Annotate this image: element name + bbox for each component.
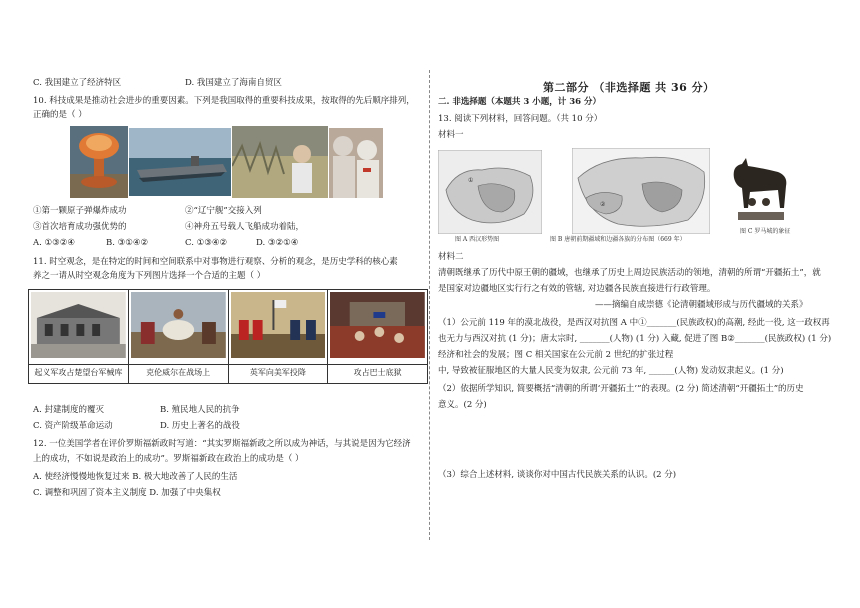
q10-stem-1: 10. 科技成果是推动社会进步的重要因素。下列是我国取得的重要科技成果，按取得的先后顺序排列， (33, 96, 415, 106)
q11-option-a[interactable]: A. 封建制度的覆灭 (33, 405, 105, 415)
figure-c-caption: 图 C 罗马城的象征 (740, 228, 791, 235)
svg-text:①: ① (468, 177, 474, 184)
material-one-label: 材料一 (438, 130, 464, 140)
q10-item-2: ②“辽宁舰”交接入列 (185, 206, 262, 216)
rice-scientist-photo (232, 126, 328, 198)
q11-option-b[interactable]: B. 殖民地人民的抗争 (160, 405, 240, 415)
atomic-bomb-photo (70, 126, 128, 198)
western-han-map (438, 150, 542, 234)
sub-question-2-line-1: （2）依据所学知识, 简要概括“清朝的所谓‘开疆拓土’”的表现。(2 分) 简述清朝“开疆拓土”的历史 (438, 384, 804, 394)
sub-question-3: （3）综合上述材料, 谈谈你对中国古代民族关系的认识。(2 分) (438, 470, 677, 480)
sub-question-1-line-4: 中, 导致被征服地区的大量人民变为奴隶, 公元前 73 年, ______(人物) 发动奴隶起义。(1 分) (438, 366, 784, 376)
material-two-label: 材料二 (438, 252, 464, 262)
q11-cell-3 (228, 290, 328, 365)
part-two-title: 第二部分 （非选择题 共 36 分） (543, 81, 715, 94)
sub-question-1-line-1: （1）公元前 119 年的漠北战役，是西汉对抗图 A 中①_______(民族政权)的高潮, 经此一役, 这一政权再 (438, 318, 830, 328)
q10-item-1: ①第一颗原子弹爆炸成功 (33, 206, 127, 216)
svg-text:②: ② (600, 201, 606, 208)
q11-option-c[interactable]: C. 资产阶级革命运动 (33, 421, 113, 431)
cromwell-painting (131, 292, 226, 358)
q10-option-d[interactable]: D. ③②①④ (256, 238, 299, 248)
option-d-prev: D. 我国建立了海南自贸区 (185, 78, 282, 88)
aircraft-carrier-photo (129, 128, 231, 196)
astronaut-photo (329, 128, 383, 198)
material-two-line-2: 是国家对边疆地区实行行之有效的管辖, 对边疆各民族直接进行行政管理。 (438, 284, 716, 294)
q12-options-ab[interactable]: A. 使经济慢慢地恢复过来 B. 极大地改善了人民的生活 (33, 472, 238, 482)
surrender-painting (231, 292, 326, 358)
q11-caption-1: 起义军攻占楚望台军械库 (29, 365, 129, 384)
q10-option-a[interactable]: A. ①③②④ (33, 238, 76, 248)
q10-stem-2: 正确的是（ ） (33, 110, 87, 120)
q11-cell-1 (29, 290, 129, 365)
section-heading: 二. 非选择题（本题共 3 小题，计 36 分） (438, 97, 601, 107)
q11-caption-2: 克伦威尔在战场上 (128, 365, 228, 384)
arsenal-photo (31, 292, 126, 358)
q13-stem: 13. 阅读下列材料，回答问题。（共 10 分） (438, 114, 603, 124)
q12-options-cd[interactable]: C. 调整和巩固了资本主义制度 D. 加强了中央集权 (33, 488, 221, 498)
q12-stem-1: 12. 一位美国学者在评价罗斯福新政时写道：“其实罗斯福新政之所以成为神话，与其说是因为它经济 (33, 439, 411, 449)
q11-caption-4: 攻占巴士底狱 (328, 365, 428, 384)
figure-b-caption: 图 B 唐朝前期疆域和边疆各族的分布图（669 年） (550, 236, 686, 243)
material-two-line-1: 清朝既继承了历代中原王朝的疆域，也继承了历史上周边民族活动的领地，清朝的所谓“开疆拓土”，就 (438, 268, 821, 278)
figure-a-caption: 图 A 西汉形势图 (455, 236, 500, 243)
q10-item-3: ③首次培育成功强优势的 (33, 222, 127, 232)
q11-stem-2: 养之一请从时空观念角度为下列图片选择一个合适的主题（ ） (33, 271, 266, 281)
q10-item-4: ④神舟五号载人飞船成功着陆， (185, 222, 305, 232)
q11-cell-2 (128, 290, 228, 365)
sub-question-2-line-2: 意义。(2 分) (438, 400, 487, 410)
q11-caption-3: 英军向美军投降 (228, 365, 328, 384)
option-c-prev: C. 我国建立了经济特区 (33, 78, 122, 88)
q11-option-d[interactable]: D. 历史上著名的战役 (160, 421, 240, 431)
q11-stem-1: 11. 时空观念，是在特定的时间和空间联系中对事物进行观察、分析的观念，是历史学科的核心素 (33, 257, 398, 267)
q10-option-b[interactable]: B. ③①④② (106, 238, 149, 248)
q10-option-c[interactable]: C. ①③④② (185, 238, 228, 248)
sub-question-1-line-2: 也无力与西汉对抗 (1 分)；唐太宗时, _______(人物) (1 分) 入藏, 促进了图 B②_______(民族政权) (1 分) (438, 334, 832, 344)
she-wolf-statue (728, 152, 792, 224)
q12-stem-2: 上的成功，不如说是政治上的成功”。罗斯福新政在政治上的成功是（ ） (33, 454, 304, 464)
bastille-painting (330, 292, 425, 358)
q11-picture-table (28, 289, 428, 384)
material-two-source: ——摘编自成崇德《论清朝疆域形成与历代疆域的关系》 (595, 300, 808, 310)
tang-map (572, 148, 710, 234)
sub-question-1-line-3: 经济和社会的发展；图 C 相关国家在公元前 2 世纪的扩张过程 (438, 350, 674, 360)
q11-cell-4 (328, 290, 428, 365)
column-divider (429, 70, 430, 540)
